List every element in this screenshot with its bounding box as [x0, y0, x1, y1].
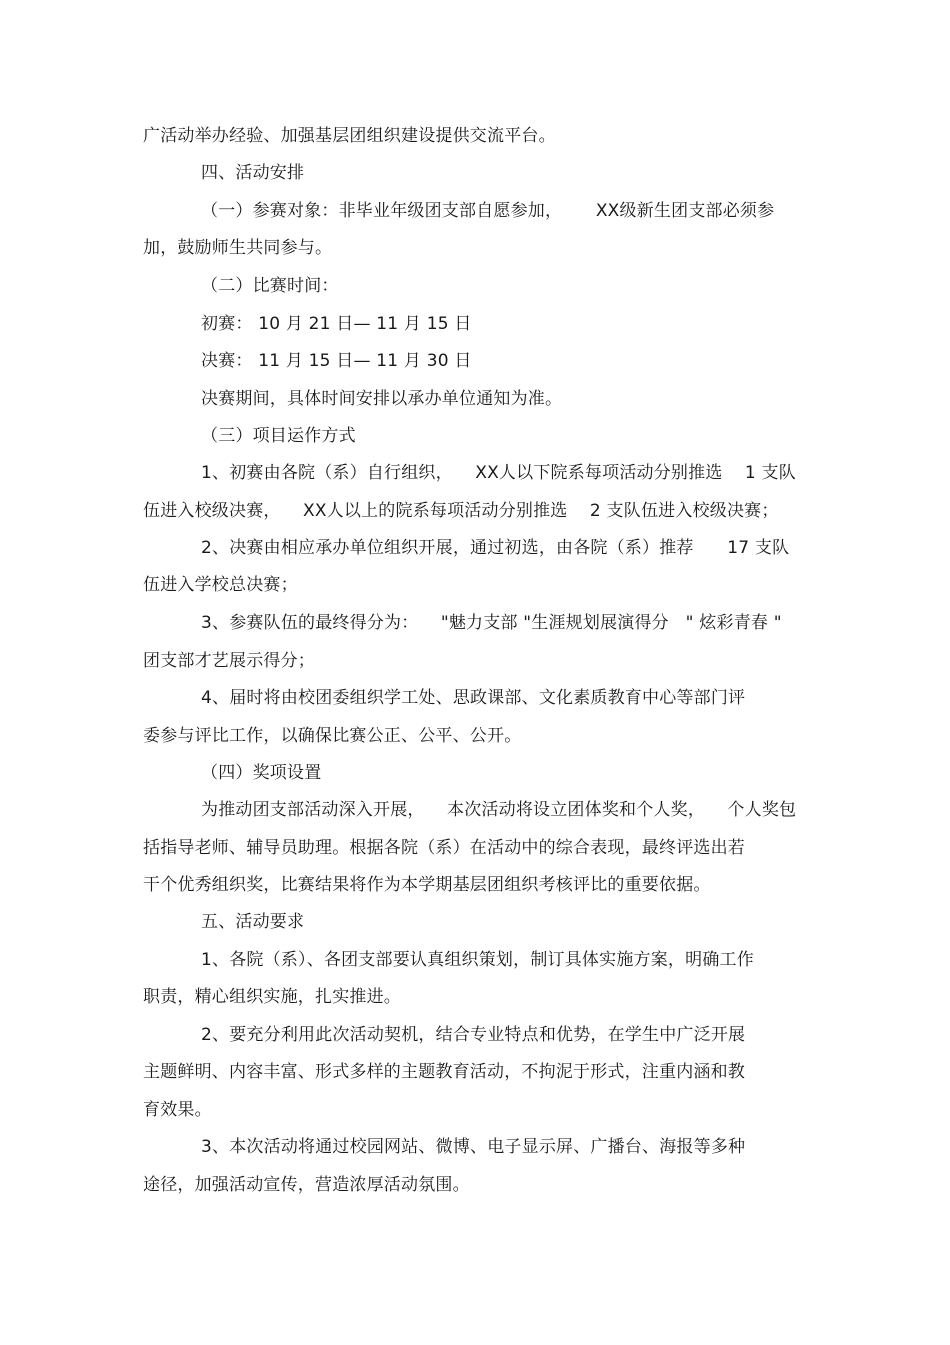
subheading-awards: （四）奖项设置 [201, 763, 322, 783]
text-preliminary-dates: 初赛： 10 月 21 日— 11 月 15 日 [201, 314, 472, 334]
text-line-14: 3、参赛队伍的最终得分为： "魅力支部 "生涯规划展演得分 " 炫彩青春 " [201, 613, 782, 633]
text-line-13: 伍进入学校总决赛； [143, 575, 298, 595]
text-line-1: 广活动举办经验、加强基层团组织建设提供交流平台。 [143, 126, 556, 146]
text-line-23: 1、各院（系）、各团支部要认真组织策划，制订具体实施方案，明确工作 [201, 950, 754, 970]
text-line-29: 途径，加强活动宣传，营造浓厚活动氛围。 [143, 1175, 470, 1195]
subheading-operation-mode: （三）项目运作方式 [201, 426, 356, 446]
text-line-26: 主题鲜明、内容丰富、形式多样的主题教育活动，不拘泥于形式，注重内涵和教 [143, 1062, 745, 1082]
text-line-12: 2、决赛由相应承办单位组织开展，通过初选，由各院（系）推荐 17 支队 [201, 538, 790, 558]
section-heading-requirements: 五、活动要求 [201, 912, 305, 932]
section-heading-activity-arrangement: 四、活动安排 [201, 163, 305, 183]
text-line-11: 伍进入校级决赛， XX人以上的院系每项活动分别推选 2 支队伍进入校级决赛； [143, 501, 779, 521]
text-line-17: 委参与评比工作，以确保比赛公正、公平、公开。 [143, 726, 522, 746]
subheading-participants: （一）参赛对象：非毕业年级团支部自愿参加， XX级新生团支部必须参 [201, 201, 775, 221]
text-line-24: 职责，精心组织实施，扎实推进。 [143, 987, 401, 1007]
text-line-15: 团支部才艺展示得分； [143, 651, 315, 671]
text-line-27: 育效果。 [143, 1100, 212, 1120]
text-line-4: 加，鼓励师生共同参与。 [143, 238, 333, 258]
subheading-competition-time: （二）比赛时间： [201, 276, 339, 296]
text-final-dates: 决赛： 11 月 15 日— 11 月 30 日 [201, 351, 472, 371]
text-line-16: 4、届时将由校团委组织学工处、思政课部、文化素质教育中心等部门评 [201, 688, 746, 708]
text-final-schedule-note: 决赛期间，具体时间安排以承办单位通知为准。 [201, 389, 563, 409]
text-line-20: 括指导老师、辅导员助理。根据各院（系）在活动中的综合表现，最终评选出若 [143, 838, 745, 858]
text-line-21: 干个优秀组织奖，比赛结果将作为本学期基层团组织考核评比的重要依据。 [143, 875, 711, 895]
text-line-10: 1、初赛由各院（系）自行组织， XX人以下院系每项活动分别推选 1 支队 [201, 463, 796, 483]
text-line-25: 2、要充分利用此次活动契机，结合专业特点和优势，在学生中广泛开展 [201, 1025, 746, 1045]
text-line-28: 3、本次活动将通过校园网站、微博、电子显示屏、广播台、海报等多种 [201, 1137, 746, 1157]
text-line-19: 为推动团支部活动深入开展， 本次活动将设立团体奖和个人奖， 个人奖包 [201, 800, 797, 820]
